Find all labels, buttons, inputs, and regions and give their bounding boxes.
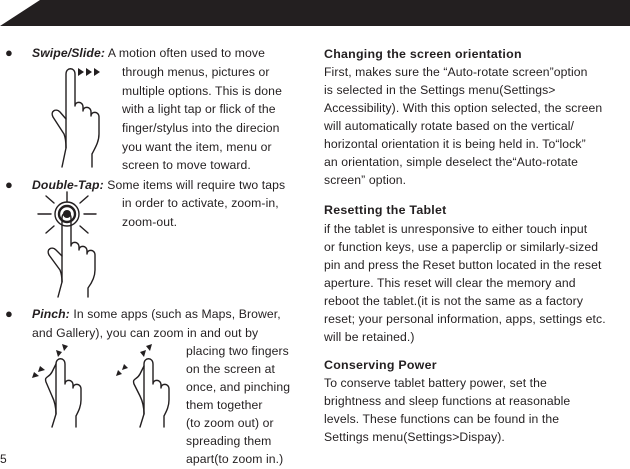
swipe-line: screen to move toward. — [122, 158, 251, 172]
orientation-line: First, makes sure the “Auto-rotate screen”option — [324, 65, 588, 79]
reset-heading: Resetting the Tablet — [324, 203, 447, 217]
reset-line: if the tablet is unresponsive to either touch input — [324, 222, 588, 236]
swipe-line: through menus, pictures or — [122, 65, 270, 79]
swipe-term: Swipe/Slide: — [32, 46, 105, 60]
orientation-line: Accessibility). With this option selected, the screen — [324, 101, 603, 115]
swipe-line-1 — [32, 44, 265, 63]
pinch-text: In some apps (such as Maps, Brower, — [73, 307, 281, 321]
page-number: 5 — [0, 452, 7, 466]
pinch-line: and Gallery), you can zoom in and out by — [32, 326, 259, 340]
bullet: ● — [5, 45, 13, 60]
double-tap-line: zoom-out. — [122, 215, 178, 229]
pinch-term: Pinch: — [32, 307, 70, 321]
swipe-line: finger/stylus into the direcion — [122, 121, 280, 135]
reset-line: reboot the tablet.(it is not the same as a factory — [324, 294, 584, 308]
reset-line: aperture. This reset will clear the memory and — [324, 276, 576, 290]
swipe-line: with a light tap or flick of the — [122, 102, 276, 116]
double-tap-text: Some items will require two taps — [107, 178, 286, 192]
pinch-line-1 — [32, 305, 281, 324]
double-tap-gesture-icon — [36, 190, 120, 298]
pinch-line: them together — [186, 398, 263, 412]
pinch-line: placing two fingers — [186, 344, 289, 358]
reset-line: reset; your personal information, apps, settings etc. — [324, 312, 606, 326]
swipe-text: A motion often used to move — [107, 46, 265, 60]
swipe-line: you want the item, menu or — [122, 140, 272, 154]
double-tap-line: in order to activate, zoom-in, — [122, 196, 279, 210]
double-tap-term: Double-Tap: — [32, 178, 104, 192]
orientation-line: will automatically rotate based on the vertical/ — [324, 119, 575, 133]
power-heading: Conserving Power — [324, 358, 437, 372]
bullet: ● — [5, 306, 13, 321]
orientation-line: horizontal orientation it is being held in. To“lock” — [324, 137, 586, 151]
pinch-line: spreading them — [186, 434, 272, 448]
orientation-heading: Changing the screen orientation — [324, 47, 522, 61]
power-line: To conserve tablet battery power, set the — [324, 376, 547, 390]
header-band — [0, 0, 630, 26]
pinch-in-gesture-icon — [30, 342, 92, 428]
power-line: levels. These functions can be found in the — [324, 412, 560, 426]
reset-line: will be retained.) — [324, 330, 415, 344]
bullet: ● — [5, 177, 13, 192]
orientation-line: is selected in the Settings menu(Settings> — [324, 83, 556, 97]
power-line: brightness and sleep functions at reasonable — [324, 394, 571, 408]
orientation-line: screen” option. — [324, 173, 407, 187]
pinch-out-gesture-icon — [114, 342, 176, 428]
reset-line: pin and press the Reset button located in the reset — [324, 258, 602, 272]
swipe-gesture-icon — [40, 64, 120, 168]
orientation-line: an orientation, simple deselect the“Auto-rotate — [324, 155, 579, 169]
pinch-line: on the screen at — [186, 362, 276, 376]
reset-line: or function keys, use a paperclip or similarly-sized — [324, 240, 599, 254]
pinch-line: once, and pinching — [186, 380, 291, 394]
pinch-line: apart(to zoom in.) — [186, 452, 284, 466]
swipe-line: multiple options. This is done — [122, 84, 282, 98]
power-line: Settings menu(Settings>Dispay). — [324, 430, 505, 444]
pinch-line: (to zoom out) or — [186, 416, 274, 430]
